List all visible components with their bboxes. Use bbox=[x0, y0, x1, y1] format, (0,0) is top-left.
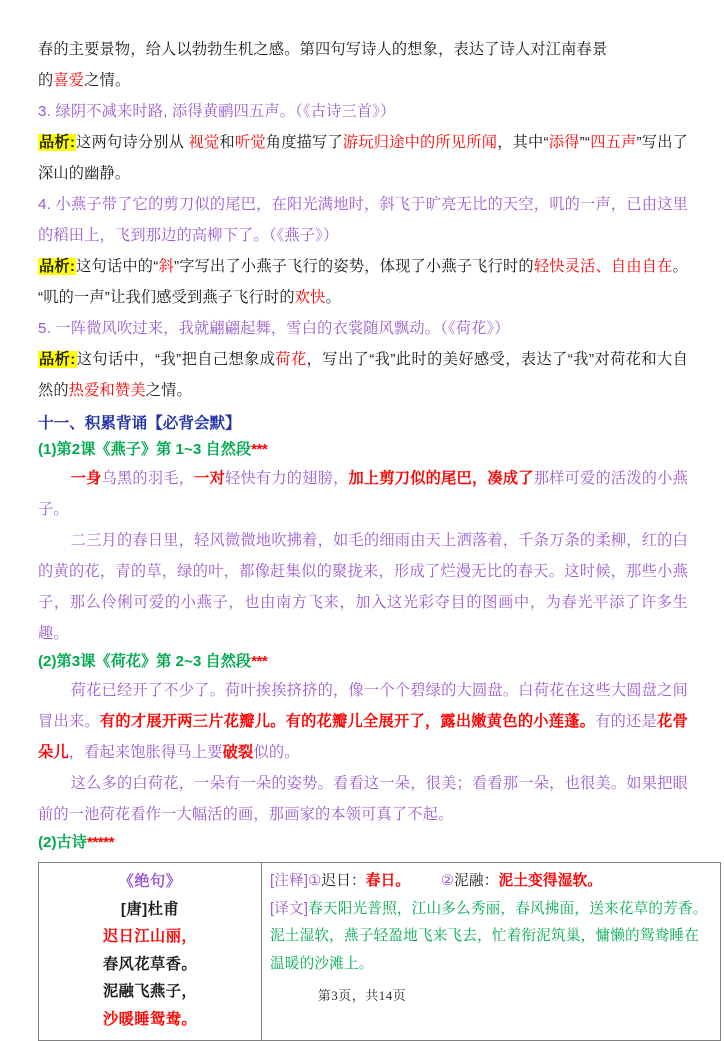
poem-line-4: 沙暖睡鸳鸯。 bbox=[102, 1010, 198, 1028]
analysis-seg: 视觉 bbox=[188, 134, 220, 151]
poem-title: 《绝句》 bbox=[118, 873, 182, 890]
quote-number-4: 4. bbox=[38, 196, 52, 213]
para-seg: 那样可爱的活泼的小燕子。 bbox=[38, 470, 689, 518]
page-footer: 第3页，共14页 bbox=[317, 988, 407, 1003]
table-row bbox=[39, 863, 721, 1041]
poem-line-3: 泥融飞燕子， bbox=[102, 983, 198, 1000]
notes-label: [注释] bbox=[270, 873, 309, 889]
para-seg: 轻快有力的翅膀， bbox=[225, 470, 349, 487]
analysis-label-3: 品析: bbox=[39, 134, 76, 151]
analysis-seg: 这句话中的“ bbox=[76, 258, 159, 275]
analysis-seg: 四五声 bbox=[590, 134, 637, 151]
analysis-seg: ”“ bbox=[579, 134, 591, 151]
para-seg: 有的还是 bbox=[595, 713, 658, 730]
analysis-seg: 荷花 bbox=[275, 351, 307, 368]
analysis-seg: 欢快 bbox=[294, 289, 326, 306]
analysis-seg: 听觉 bbox=[234, 134, 266, 151]
quote-item-5 bbox=[38, 313, 688, 344]
analysis-item-5 bbox=[38, 344, 688, 406]
subsection-stars: *** bbox=[251, 653, 268, 670]
translation-text: 春天阳光普照，江山多么秀丽，春风拂面，送来花草的芳香。泥土湿软，燕子轻盈地飞来飞去，忙着衔泥筑巢，慵懒的鸳鸯睡在温暖的沙滩上。 bbox=[270, 900, 708, 972]
note-def-1: 春日。 bbox=[365, 873, 411, 889]
subsection-stars: ***** bbox=[86, 834, 114, 851]
subsection-title-text: (2)古诗 bbox=[38, 834, 87, 851]
subsection-title-2 bbox=[38, 649, 688, 675]
analysis-label-4: 品析: bbox=[39, 258, 76, 275]
analysis-item-3 bbox=[38, 127, 688, 189]
analysis-seg: 。“叽的一声”让我们感受到燕子飞行时的 bbox=[38, 258, 688, 306]
analysis-seg: 角度描写了 bbox=[265, 134, 343, 151]
subsection-1-paragraph-1 bbox=[38, 463, 688, 525]
notes-line bbox=[270, 868, 712, 896]
note-term-2: 泥融： bbox=[454, 873, 499, 889]
analysis-seg: 。 bbox=[325, 289, 341, 306]
quote-text-5: 一阵微风吹过来，我就翩翩起舞，雪白的衣裳随风飘动。（《荷花》） bbox=[55, 320, 510, 337]
para-seg: 乌黑的羽毛， bbox=[101, 470, 195, 487]
analysis-seg: 和 bbox=[219, 134, 235, 151]
note-term-1: 迟日： bbox=[321, 873, 366, 889]
translation-line bbox=[270, 896, 712, 979]
analysis-item-4 bbox=[38, 251, 688, 313]
subsection-2-paragraph-2: 这么多的白荷花，一朵有一朵的姿势。看看这一朵，很美；看看那一朵，也很美。如果把眼前的一池荷花看作一大幅活的画，那画家的本领可真了不起。 bbox=[38, 775, 688, 823]
para-seg: 花骨朵儿 bbox=[38, 713, 688, 761]
para-seg: 凑成了 bbox=[487, 470, 534, 487]
poem-line-2: 春风花草香。 bbox=[102, 955, 198, 973]
para-seg: 一身 bbox=[70, 470, 102, 487]
poem-cell bbox=[39, 863, 262, 1041]
quote-item-4 bbox=[38, 189, 688, 251]
para-seg: 加上剪刀似的尾巴， bbox=[348, 470, 488, 487]
subsection-title-1 bbox=[38, 437, 688, 463]
poem-line-1: 迟日江山丽， bbox=[102, 928, 198, 945]
subsection-title-text: (1)第2课《燕子》第 1~3 自然段 bbox=[38, 441, 252, 458]
analysis-seg: 斜 bbox=[158, 258, 174, 275]
continued-line-2-pre: 的 bbox=[38, 72, 54, 89]
quote-text-3: 绿阴不减来时路, 添得黄鹂四五声。（《古诗三首》） bbox=[55, 103, 396, 120]
analysis-seg: ，写出了“我”此时的美好感受，表达了“我”对荷花和大自然的 bbox=[38, 351, 688, 399]
note-def-2: 泥土变得湿软。 bbox=[498, 873, 603, 889]
quote-item-3 bbox=[38, 96, 688, 127]
analysis-seg: 游玩归途中的所见所闻 bbox=[342, 134, 498, 151]
subsection-2-paragraph-1 bbox=[38, 675, 688, 768]
quote-number-3: 3. bbox=[38, 103, 52, 120]
continued-paragraph bbox=[38, 34, 688, 96]
continued-line-2-post: 之情。 bbox=[84, 72, 131, 89]
analysis-seg: ，其中“ bbox=[497, 134, 549, 151]
analysis-label-5: 品析: bbox=[39, 351, 76, 368]
subsection-stars: *** bbox=[251, 441, 268, 458]
analysis-seg: 添得 bbox=[548, 134, 580, 151]
analysis-seg: ”字写出了小燕子飞行的姿势，体现了小燕子飞行时的 bbox=[173, 258, 534, 275]
para-seg: 破裂 bbox=[222, 744, 254, 761]
section-heading: 十一、积累背诵【必背会默】 bbox=[38, 415, 241, 432]
subsection-title-text: (2)第3课《荷花》第 2~3 自然段 bbox=[38, 653, 252, 670]
quote-number-5: 5. bbox=[38, 320, 52, 337]
subsection-title-3 bbox=[38, 830, 688, 856]
translation-label: [译文] bbox=[270, 900, 309, 917]
poem-author: [唐]杜甫 bbox=[120, 900, 180, 918]
continued-line-2-emphasis: 喜爱 bbox=[53, 72, 85, 89]
para-seg: 似的。 bbox=[253, 744, 300, 761]
para-seg: ，看起来饱胀得马上要 bbox=[68, 744, 223, 761]
para-seg: 一对 bbox=[194, 470, 226, 487]
analysis-seg: 轻快灵活、自由自在 bbox=[533, 258, 673, 275]
analysis-seg: 之情。 bbox=[145, 382, 192, 399]
note-marker-2: ② bbox=[440, 873, 455, 889]
analysis-seg: 这两句诗分别从 bbox=[76, 134, 189, 151]
continued-line-1: 春的主要景物，给人以勃勃生机之感。第四句写诗人的想象，表达了诗人对江南春景 bbox=[38, 41, 608, 58]
analysis-seg: ”写出了深山的幽静。 bbox=[38, 134, 689, 182]
analysis-seg: 这句话中，“我”把自己想象成 bbox=[76, 351, 276, 368]
analysis-seg: 热爱和赞美 bbox=[68, 382, 146, 399]
notes-cell bbox=[262, 863, 721, 1041]
poem-table bbox=[38, 862, 721, 1041]
quote-text-4: 小燕子带了它的剪刀似的尾巴，在阳光满地时，斜飞于旷亮无比的天空，叽的一声，已由这里的稻田上，飞到那边的高柳下了。（《燕子》） bbox=[38, 196, 689, 244]
para-seg: 有的才展开两三片花瓣儿。有的花瓣儿全展开了，露出嫩黄色的小莲蓬。 bbox=[99, 713, 596, 730]
note-marker-1: ① bbox=[308, 873, 322, 889]
para-seg: 荷花已经开了不少了。荷叶挨挨挤挤的，像一个个碧绿的大圆盘。白荷花在这些大圆盘之间冒出来。 bbox=[38, 682, 688, 730]
subsection-1-paragraph-2: 二三月的春日里，轻风微微地吹拂着，如毛的细雨由天上洒落着，千条万条的柔柳，红的白的黄的花，青的草，绿的叶，都像赶集似的聚拢来，形成了烂漫无比的春天。这时候，那些小燕子，那么伶俐可爱的小燕子，也由南方飞来，加入这光彩夺目的图画中，为春光平添了许多生趣。 bbox=[38, 532, 688, 642]
